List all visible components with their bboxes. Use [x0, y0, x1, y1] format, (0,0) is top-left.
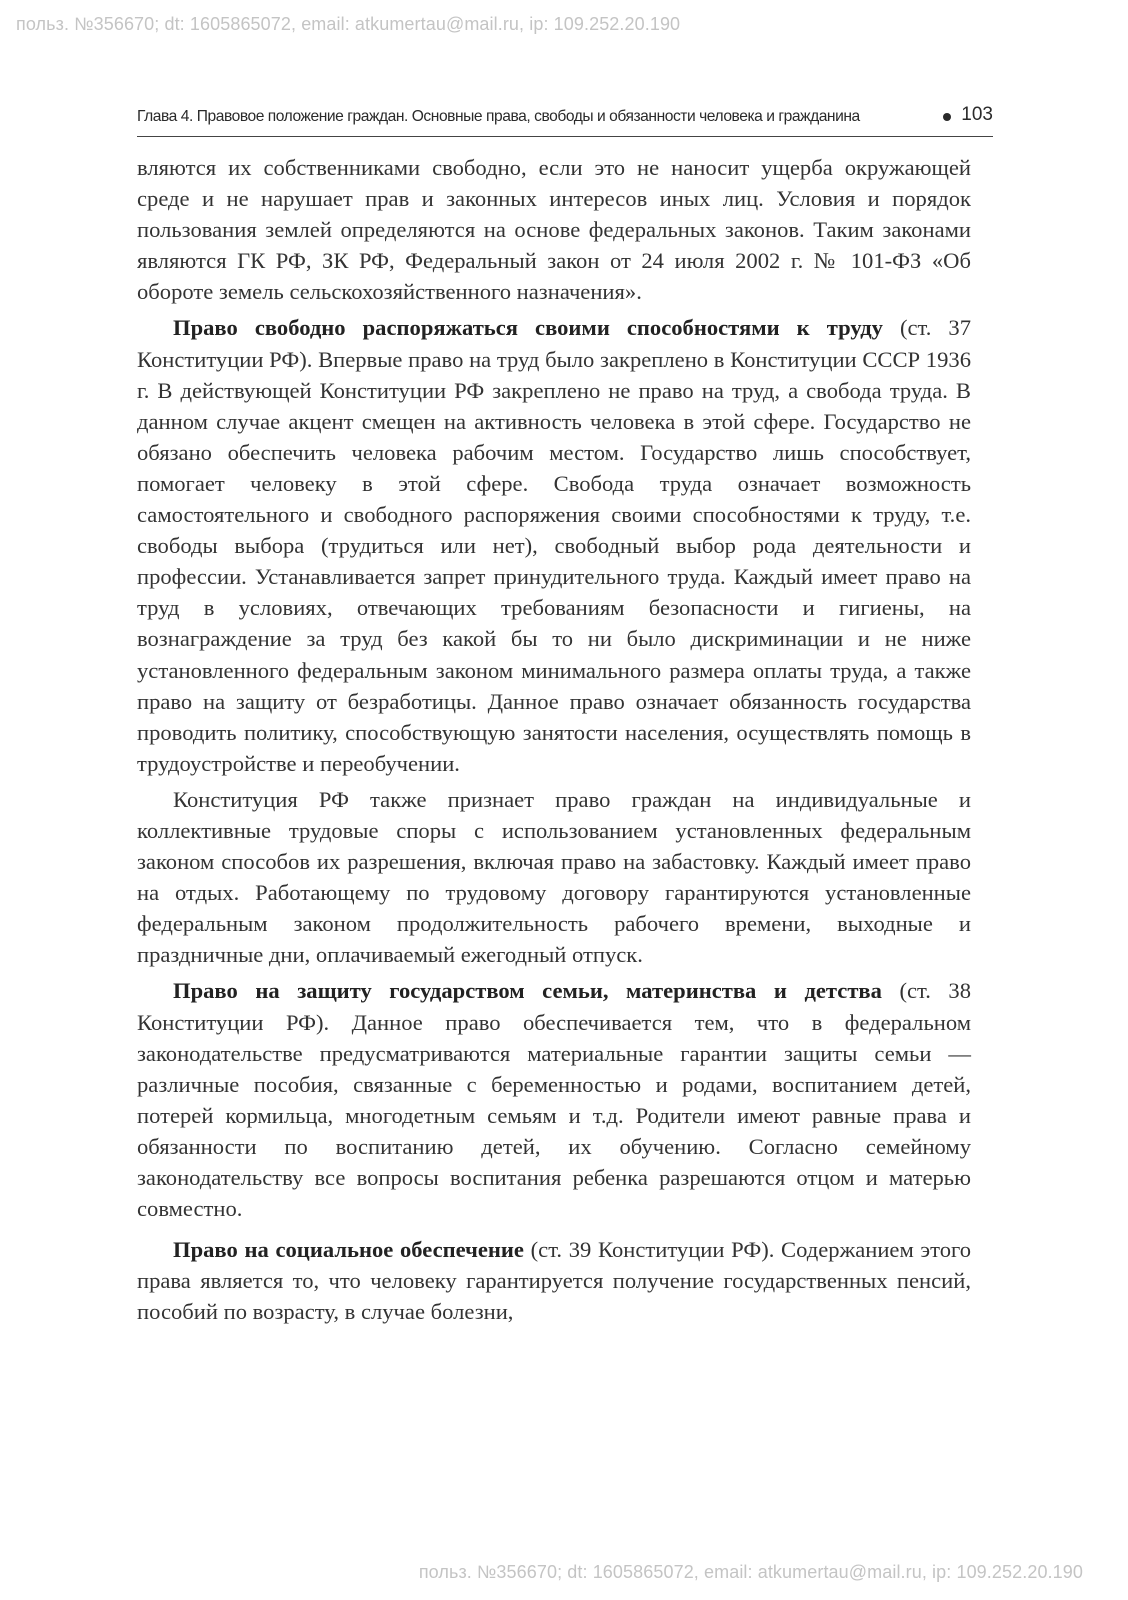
paragraph-5-text: (ст. 39 Конституции РФ). Содержанием этого права является то, что человеку гарантируется получение государственных пенсий, пособий по возрасту, в случае болезни,	[137, 1237, 971, 1325]
paragraph-1	[137, 152, 971, 307]
paragraph-1-text: вляются их собственниками свободно, если это не наносит ущерба окружающей среде и не нарушает прав и законных интересов иных лиц. Условия и порядок пользования землей определяются на основе федеральных законов. Таким законами являются ГК РФ, ЗК РФ, Федеральный закон от 24 июля 2002 г. № 101-ФЗ «Об обороте земель сельскохозяйственного назначения».	[137, 155, 971, 305]
paragraph-4-text: (ст. 38 Конституции РФ). Данное право обеспечивается тем, что в федеральном законодательстве предусматриваются материальные гарантии защиты семьи — различные пособия, связанные с беременностью и родами, воспитанием детей, потерей кормильца, многодетным семьям и т.д. Родители имеют равные права и обязанности по воспитанию детей, их обучению. Согласно семейному законодательству все вопросы воспитания ребенка разрешаются отцом и матерью совместно.	[137, 978, 972, 1222]
paragraph-4-lead: Право на защиту государством семьи, материнства и детства	[173, 978, 882, 1004]
chapter-title: Глава 4. Правовое положение граждан. Основные права, свободы и обязанности человека и гражданина	[137, 108, 860, 125]
paragraph-4	[137, 975, 971, 1224]
watermark-top: польз. №356670; dt: 1605865072, email: atkumertau@mail.ru, ip: 109.252.20.190	[16, 14, 681, 34]
paragraph-3	[137, 784, 971, 971]
bullet-icon	[943, 113, 951, 121]
page-number-group	[935, 104, 993, 126]
running-header	[137, 104, 993, 137]
paragraph-5-lead: Право на социальное обеспечение	[173, 1237, 524, 1263]
watermark-bottom: польз. №356670; dt: 1605865072, email: atkumertau@mail.ru, ip: 109.252.20.190	[418, 1562, 1083, 1582]
body-text	[137, 152, 971, 1327]
paragraph-2	[137, 312, 971, 778]
paragraph-5	[137, 1234, 971, 1327]
paragraph-3-text: Конституция РФ также признает право граждан на индивидуальные и коллективные трудовые споры с использованием установленных федеральным законом способов их разрешения, включая право на забастовку. Каждый имеет право на отдых. Работающему по трудовому договору гарантируются установленные федеральным законом продолжительность рабочего времени, выходные и праздничные дни, оплачиваемый ежегодный отпуск.	[137, 786, 971, 968]
paragraph-2-lead: Право свободно распоряжаться своими способностями к труду	[173, 315, 883, 341]
page-number: 103	[961, 104, 993, 125]
paragraph-2-text: (ст. 37 Конституции РФ). Впервые право на труд было закреплено в Конституции СССР 1936 г. В действующей Конституции РФ закреплено не право на труд, а свобода труда. В данном случае акцент смещен на активность человека в этой сфере. Государство не обязано обеспечить человека рабочим местом. Государство лишь способствует, помогает человеку в этой сфере. Свобода труда означает возможность самостоятельного и свободного распоряжения своими способностями к труду, т.е. свободы выбора (трудиться или нет), свободный выбор рода деятельности и профессии. Устанавливается запрет принудительного труда. Каждый имеет право на труд в условиях, отвечающих требованиям безопасности и гигиены, на вознаграждение за труд без какой бы то ни было дискриминации и не ниже установленного федеральным законом минимального размера оплаты труда, а также право на защиту от безработицы. Данное право означает обязанность государства проводить политику, способствующую занятости населения, осуществлять помощь в трудоустройстве и переобучении.	[137, 315, 971, 776]
